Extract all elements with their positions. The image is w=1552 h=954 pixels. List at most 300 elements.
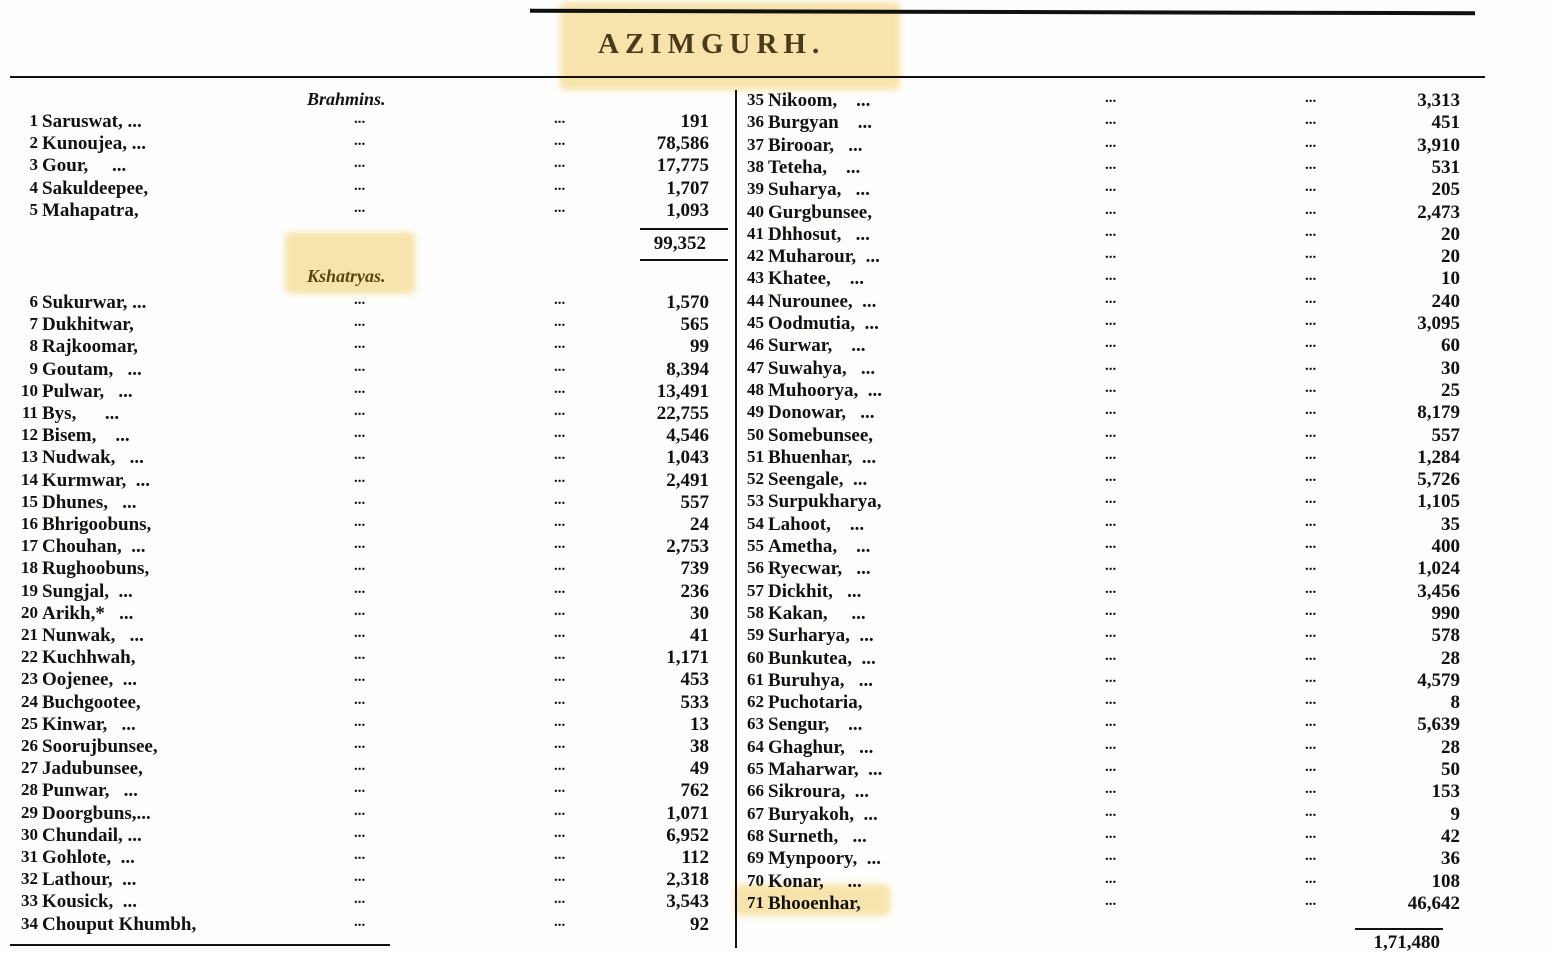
population-value: 236: [680, 580, 709, 602]
leader-dots: ...: [554, 602, 566, 619]
leader-dots: ...: [1105, 90, 1117, 106]
leader-dots: ...: [1105, 647, 1117, 664]
leader-dots: ...: [554, 111, 566, 127]
row-number: 20: [21, 602, 38, 622]
population-value: 17,775: [656, 155, 709, 177]
leader-dots: ...: [1305, 892, 1317, 909]
row-number: 17: [21, 536, 38, 556]
leader-dots: ...: [554, 691, 566, 708]
caste-name: Dhhosut, ...: [768, 223, 870, 245]
row-number: 71: [747, 892, 764, 912]
leader-dots: ...: [1105, 290, 1117, 307]
caste-name: Khatee, ...: [768, 268, 865, 290]
row-number: 58: [747, 602, 764, 622]
leader-dots: ...: [354, 669, 366, 686]
caste-name: Mynpoory, ...: [768, 848, 881, 870]
row-number: 9: [29, 358, 38, 378]
population-value: 2,491: [666, 469, 709, 491]
population-value: 240: [1431, 290, 1460, 312]
caste-name: Bunkutea, ...: [768, 647, 876, 669]
population-value: 24: [690, 514, 709, 535]
population-value: 5,639: [1417, 714, 1460, 736]
leader-dots: ...: [1305, 402, 1317, 419]
leader-dots: ...: [1105, 803, 1117, 820]
leader-dots: ...: [354, 358, 366, 375]
population-value: 451: [1431, 112, 1460, 134]
population-value: 60: [1441, 335, 1460, 357]
leader-dots: ...: [1305, 290, 1317, 307]
population-value: 1,570: [666, 292, 709, 313]
leader-dots: ...: [354, 536, 366, 553]
leader-dots: ...: [554, 292, 566, 308]
row-number: 47: [747, 357, 764, 377]
leader-dots: ...: [1305, 602, 1317, 619]
leader-dots: ...: [1105, 402, 1117, 419]
population-value: 8,179: [1417, 402, 1460, 424]
leader-dots: ...: [1105, 335, 1117, 352]
caste-name: Pulwar, ...: [42, 380, 133, 402]
population-value: 990: [1431, 602, 1460, 624]
leader-dots: ...: [1105, 558, 1117, 575]
row-number: 15: [21, 491, 38, 511]
population-value: 13,491: [656, 380, 709, 402]
row-number: 18: [21, 558, 38, 578]
leader-dots: ...: [354, 447, 366, 464]
row-number: 66: [747, 781, 764, 801]
row-number: 68: [747, 825, 764, 845]
row-number: 43: [747, 268, 764, 288]
leader-dots: ...: [554, 336, 566, 353]
leader-dots: ...: [1105, 870, 1117, 887]
population-value: 557: [680, 491, 709, 513]
population-value: 30: [1441, 357, 1460, 379]
leader-dots: ...: [554, 514, 566, 530]
leader-dots: ...: [1305, 379, 1317, 396]
row-number: 13: [21, 447, 38, 467]
caste-name: Sungjal, ...: [42, 580, 133, 602]
leader-dots: ...: [554, 647, 566, 664]
row-number: 10: [21, 380, 38, 400]
caste-name: Teteha, ...: [768, 156, 861, 178]
leader-dots: ...: [354, 691, 366, 708]
leader-dots: ...: [354, 199, 366, 216]
population-value: 78,586: [656, 133, 709, 155]
leader-dots: ...: [1105, 469, 1117, 486]
population-value: 112: [681, 847, 709, 868]
page-title: AZIMGURH.: [598, 28, 826, 60]
leader-dots: ...: [1305, 803, 1317, 820]
leader-dots: ...: [1105, 825, 1117, 842]
leader-dots: ...: [1105, 692, 1117, 709]
caste-name: Surwar, ...: [768, 335, 866, 357]
caste-name: Lathour, ...: [42, 869, 137, 891]
population-value: 453: [680, 669, 709, 691]
leader-dots: ...: [1305, 848, 1317, 865]
leader-dots: ...: [354, 491, 366, 508]
section-heading-brahmins: Brahmins.: [307, 89, 386, 109]
caste-name: Bhooenhar,: [768, 892, 861, 914]
caste-name: Sengur, ...: [768, 714, 863, 736]
population-value: 9: [1450, 803, 1460, 825]
caste-name: Gohlote, ...: [42, 847, 135, 868]
leader-dots: ...: [1105, 379, 1117, 396]
leader-dots: ...: [554, 713, 566, 730]
leader-dots: ...: [354, 469, 366, 486]
row-number: 37: [747, 134, 764, 154]
leader-dots: ...: [1105, 848, 1117, 865]
row-number: 4: [29, 177, 38, 197]
population-value: 36: [1441, 848, 1460, 870]
leader-dots: ...: [1105, 357, 1117, 374]
leader-dots: ...: [1105, 134, 1117, 151]
caste-name: Suharya, ...: [768, 179, 870, 201]
caste-name: Nudwak, ...: [42, 447, 144, 469]
leader-dots: ...: [354, 111, 366, 127]
leader-dots: ...: [354, 824, 366, 841]
caste-name: Nurounee, ...: [768, 290, 877, 312]
leader-dots: ...: [354, 913, 366, 930]
caste-name: Oodmutia, ...: [768, 313, 879, 334]
leader-dots: ...: [354, 780, 366, 797]
leader-dots: ...: [554, 869, 566, 886]
subtotal-rule: [640, 228, 728, 230]
caste-name: Kakan, ...: [768, 602, 866, 624]
leader-dots: ...: [554, 736, 566, 752]
leader-dots: ...: [554, 403, 566, 419]
leader-dots: ...: [1305, 759, 1317, 775]
leader-dots: ...: [1305, 736, 1317, 753]
row-number: 27: [21, 758, 38, 778]
row-number: 28: [21, 780, 38, 800]
row-number: 45: [747, 313, 764, 332]
leader-dots: ...: [354, 133, 366, 150]
caste-name: Saruswat, ...: [42, 111, 142, 132]
caste-name: Buchgootee,: [42, 691, 141, 713]
population-value: 565: [680, 314, 709, 336]
caste-name: Muharour, ...: [768, 246, 880, 268]
leader-dots: ...: [354, 847, 366, 863]
caste-name: Maharwar, ...: [768, 759, 883, 780]
row-number: 40: [747, 201, 764, 221]
caste-name: Gour, ...: [42, 155, 127, 177]
caste-name: Buryakoh, ...: [768, 803, 878, 825]
leader-dots: ...: [354, 736, 366, 752]
caste-name: Bhrigoobuns,: [42, 514, 152, 535]
population-value: 30: [690, 602, 709, 624]
population-value: 3,095: [1417, 313, 1460, 334]
leader-dots: ...: [1305, 446, 1317, 463]
population-value: 533: [680, 691, 709, 713]
row-number: 36: [747, 112, 764, 132]
leader-dots: ...: [1305, 112, 1317, 129]
population-value: 205: [1431, 179, 1460, 201]
leader-dots: ...: [554, 758, 566, 775]
row-number: 59: [747, 625, 764, 645]
row-number: 34: [21, 913, 38, 933]
leader-dots: ...: [554, 199, 566, 216]
leader-dots: ...: [554, 314, 566, 331]
leader-dots: ...: [1305, 201, 1317, 218]
caste-name: Arikh,* ...: [42, 602, 134, 624]
population-value: 20: [1441, 223, 1460, 245]
population-value: 3,456: [1417, 580, 1460, 602]
row-number: 54: [747, 513, 764, 533]
leader-dots: ...: [1105, 201, 1117, 218]
leader-dots: ...: [1305, 781, 1317, 798]
population-value: 28: [1441, 736, 1460, 758]
caste-name: Chundail, ...: [42, 824, 142, 846]
population-value: 1,043: [666, 447, 709, 469]
grand-total: 1,71,480: [1373, 932, 1440, 953]
brahmins-total: 99,352: [653, 233, 706, 254]
leader-dots: ...: [554, 447, 566, 464]
population-value: 3,543: [666, 891, 709, 913]
caste-name: Dickhit, ...: [768, 580, 862, 602]
leader-dots: ...: [1305, 469, 1317, 486]
leader-dots: ...: [1105, 246, 1117, 263]
leader-dots: ...: [354, 625, 366, 641]
caste-name: Kuchhwah,: [42, 647, 136, 669]
leader-dots: ...: [354, 869, 366, 886]
population-value: 153: [1431, 781, 1460, 803]
leader-dots: ...: [354, 380, 366, 397]
leader-dots: ...: [1305, 825, 1317, 842]
population-value: 3,910: [1417, 134, 1460, 156]
caste-name: Lahoot, ...: [768, 513, 865, 535]
leader-dots: ...: [554, 177, 566, 194]
leader-dots: ...: [554, 780, 566, 797]
row-number: 6: [29, 292, 38, 311]
population-value: 1,171: [666, 647, 709, 669]
row-number: 7: [29, 314, 38, 334]
caste-name: Surneth, ...: [768, 825, 867, 847]
leader-dots: ...: [1305, 246, 1317, 263]
leader-dots: ...: [554, 824, 566, 841]
population-value: 762: [680, 780, 709, 802]
row-number: 21: [21, 625, 38, 644]
row-number: 2: [29, 133, 38, 153]
row-number: 14: [21, 469, 38, 489]
row-number: 51: [747, 446, 764, 466]
section-heading-kshatryas: Kshatryas.: [307, 266, 386, 286]
leader-dots: ...: [1305, 357, 1317, 374]
leader-dots: ...: [1305, 536, 1317, 552]
population-value: 10: [1441, 268, 1460, 290]
caste-name: Oojenee, ...: [42, 669, 137, 691]
row-number: 48: [747, 379, 764, 399]
leader-dots: ...: [354, 314, 366, 331]
population-value: 5,726: [1417, 469, 1460, 491]
population-value: 4,579: [1417, 669, 1460, 691]
population-value: 20: [1441, 246, 1460, 268]
row-number: 62: [747, 692, 764, 712]
leader-dots: ...: [1305, 90, 1317, 106]
leader-dots: ...: [1105, 892, 1117, 909]
grand-total-rule: [1355, 928, 1443, 930]
row-number: 31: [21, 847, 38, 866]
population-value: 4,546: [666, 425, 709, 447]
caste-name: Soorujbunsee,: [42, 736, 158, 757]
population-value: 22,755: [656, 403, 709, 424]
leader-dots: ...: [1305, 156, 1317, 173]
leader-dots: ...: [1305, 669, 1317, 686]
column-divider: [735, 90, 737, 948]
leader-dots: ...: [1305, 313, 1317, 329]
leader-dots: ...: [354, 177, 366, 194]
leader-dots: ...: [554, 133, 566, 150]
caste-name: Ametha, ...: [768, 536, 871, 557]
population-value: 99: [690, 336, 709, 358]
leader-dots: ...: [1105, 781, 1117, 798]
leader-dots: ...: [1305, 268, 1317, 285]
leader-dots: ...: [1105, 268, 1117, 285]
leader-dots: ...: [354, 891, 366, 908]
row-number: 24: [21, 691, 38, 711]
leader-dots: ...: [554, 891, 566, 908]
caste-name: Rajkoomar,: [42, 336, 138, 358]
row-number: 26: [21, 736, 38, 755]
caste-name: Gurgbunsee,: [768, 201, 872, 223]
caste-name: Nunwak, ...: [42, 625, 144, 646]
leader-dots: ...: [1105, 112, 1117, 129]
leader-dots: ...: [354, 514, 366, 530]
row-number: 5: [29, 199, 38, 219]
population-value: 400: [1431, 536, 1460, 557]
leader-dots: ...: [354, 292, 366, 308]
population-value: 108: [1431, 870, 1460, 892]
caste-name: Sakuldeepee,: [42, 177, 149, 199]
caste-name: Sukurwar, ...: [42, 292, 147, 313]
row-number: 44: [747, 290, 764, 310]
row-number: 8: [29, 336, 38, 356]
leader-dots: ...: [1305, 134, 1317, 151]
caste-name: Bisem, ...: [42, 425, 130, 447]
caste-name: Doorgbuns,...: [42, 802, 151, 824]
caste-name: Rughoobuns,: [42, 558, 150, 580]
leader-dots: ...: [1105, 446, 1117, 463]
population-value: 25: [1441, 379, 1460, 401]
row-number: 25: [21, 713, 38, 733]
caste-name: Dhunes, ...: [42, 491, 137, 513]
population-value: 13: [690, 713, 709, 735]
leader-dots: ...: [554, 847, 566, 863]
leader-dots: ...: [554, 491, 566, 508]
leader-dots: ...: [1305, 558, 1317, 575]
population-value: 46,642: [1407, 892, 1460, 914]
leader-dots: ...: [354, 425, 366, 442]
caste-name: Puchotaria,: [768, 692, 863, 714]
leader-dots: ...: [1305, 625, 1317, 642]
leader-dots: ...: [354, 580, 366, 597]
row-number: 65: [747, 759, 764, 778]
caste-name: Seengale, ...: [768, 469, 868, 491]
caste-name: Surpukharya,: [768, 491, 882, 513]
caste-name: Nikoom, ...: [768, 90, 871, 111]
caste-name: Bys, ...: [42, 403, 120, 424]
leader-dots: ...: [554, 580, 566, 597]
bottom-rule: [10, 944, 390, 946]
row-number: 16: [21, 514, 38, 533]
row-number: 53: [747, 491, 764, 511]
leader-dots: ...: [554, 802, 566, 819]
row-number: 67: [747, 803, 764, 823]
row-number: 29: [21, 802, 38, 822]
population-value: 1,284: [1417, 446, 1460, 468]
leader-dots: ...: [554, 625, 566, 641]
row-number: 39: [747, 179, 764, 199]
caste-name: Kurmwar, ...: [42, 469, 151, 491]
leader-dots: ...: [554, 358, 566, 375]
leader-dots: ...: [354, 558, 366, 575]
leader-dots: ...: [354, 758, 366, 775]
leader-dots: ...: [554, 669, 566, 686]
leader-dots: ...: [1305, 179, 1317, 196]
population-value: 92: [690, 913, 709, 935]
row-number: 19: [21, 580, 38, 600]
caste-name: Ryecwar, ...: [768, 558, 871, 580]
row-number: 35: [747, 90, 764, 109]
population-value: 35: [1441, 513, 1460, 535]
leader-dots: ...: [1105, 602, 1117, 619]
caste-name: Surharya, ...: [768, 625, 874, 647]
caste-name: Ghaghur, ...: [768, 736, 874, 758]
row-number: 30: [21, 824, 38, 844]
population-value: 1,105: [1417, 491, 1460, 513]
leader-dots: ...: [1105, 714, 1117, 731]
row-number: 38: [747, 156, 764, 176]
row-number: 49: [747, 402, 764, 422]
caste-name: Somebunsee,: [768, 424, 874, 446]
row-number: 69: [747, 848, 764, 868]
caste-name: Goutam, ...: [42, 358, 142, 380]
caste-name: Sikroura, ...: [768, 781, 870, 803]
leader-dots: ...: [1105, 736, 1117, 753]
population-value: 6,952: [666, 824, 709, 846]
caste-name: Punwar, ...: [42, 780, 138, 802]
population-value: 41: [690, 625, 709, 646]
leader-dots: ...: [354, 647, 366, 664]
population-value: 1,707: [666, 177, 709, 199]
caste-name: Jadubunsee,: [42, 758, 143, 780]
population-value: 578: [1431, 625, 1460, 647]
population-value: 191: [680, 111, 709, 132]
leader-dots: ...: [1305, 424, 1317, 441]
population-value: 28: [1441, 647, 1460, 669]
row-number: 52: [747, 469, 764, 489]
caste-name: Donowar, ...: [768, 402, 875, 424]
row-number: 22: [21, 647, 38, 667]
caste-name: Mahapatra,: [42, 199, 139, 221]
leader-dots: ...: [354, 336, 366, 353]
row-number: 57: [747, 580, 764, 600]
leader-dots: ...: [1105, 156, 1117, 173]
leader-dots: ...: [1105, 223, 1117, 240]
caste-name: Chouput Khumbh,: [42, 913, 197, 935]
population-value: 3,313: [1417, 90, 1460, 111]
caste-name: Kousick, ...: [42, 891, 138, 913]
leader-dots: ...: [1105, 513, 1117, 530]
row-number: 60: [747, 647, 764, 667]
row-number: 3: [29, 155, 38, 175]
leader-dots: ...: [354, 403, 366, 419]
population-value: 38: [690, 736, 709, 757]
subtotal-rule-bottom: [640, 259, 728, 261]
header-rule: [10, 76, 1485, 78]
population-value: 2,753: [666, 536, 709, 558]
leader-dots: ...: [1105, 536, 1117, 552]
population-value: 557: [1431, 424, 1460, 446]
caste-name: Birooar, ...: [768, 134, 863, 156]
